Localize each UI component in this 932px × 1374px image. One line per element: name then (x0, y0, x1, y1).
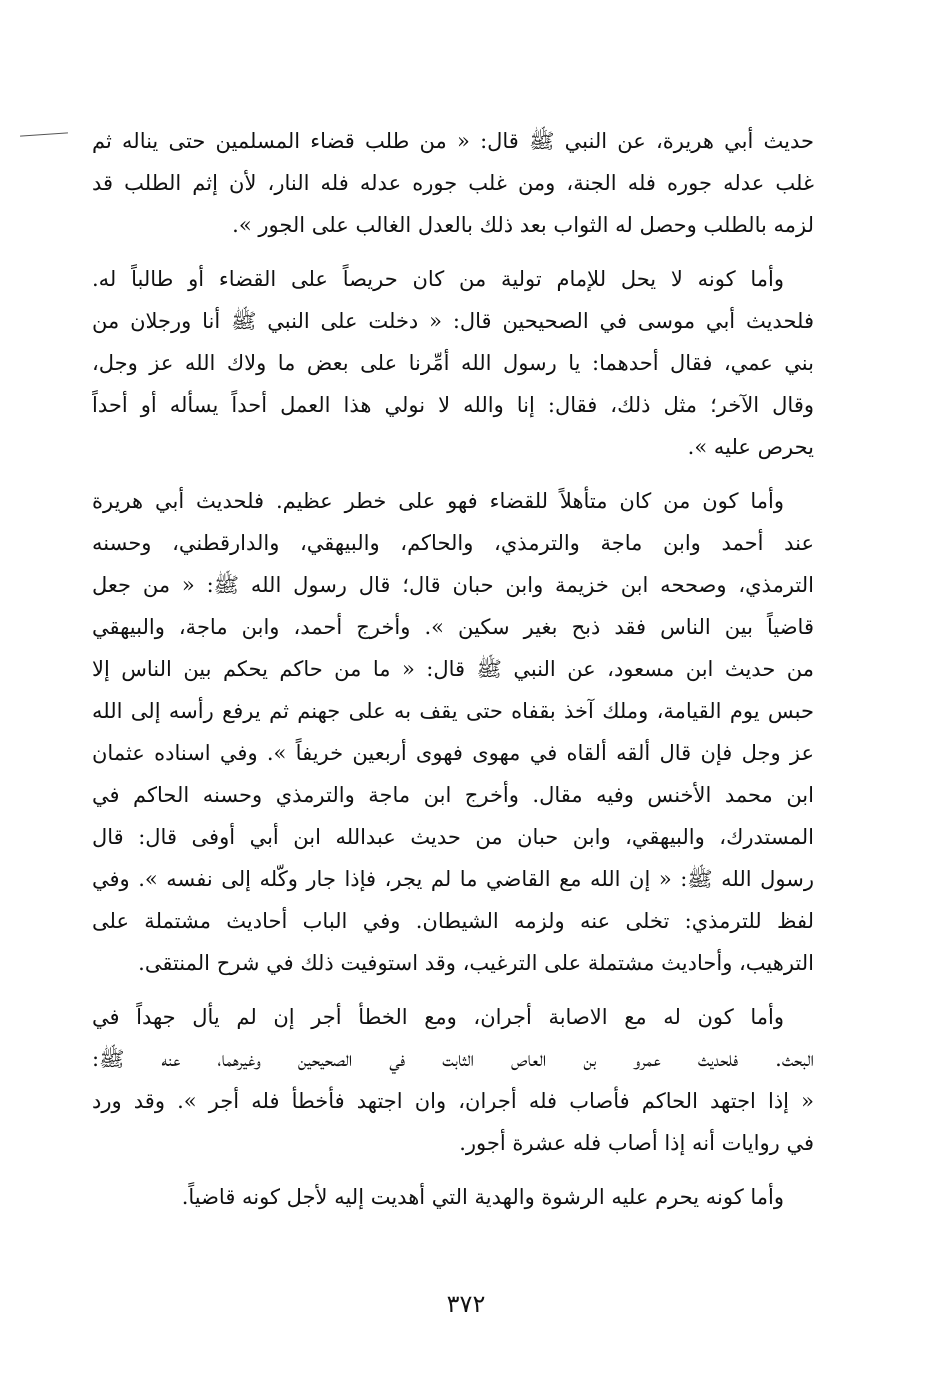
text-line: وقال الآخر؛ مثل ذلك، فقال: إنا والله لا نولي هذا العمل أحداً يسأله أو أحداً (92, 393, 814, 417)
text-line: وأما كون له مع الاصابة أجران، ومع الخطأ أجر إن لم يأل جهداً في (92, 1005, 784, 1029)
text-line: رسول الله ﷺ: « إن الله مع القاضي ما لم يجر، فإذا جار وكّله إلى نفسه ». وفي (92, 867, 814, 891)
text-line: لزمه بالطلب وحصل له الثواب بعد ذلك بالعدل الغالب على الجور ». (232, 213, 814, 237)
page-text (92, 120, 814, 1230)
paragraph-1 (92, 120, 814, 246)
text-line: ابن محمد الأخنس وفيه مقال. وأخرج ابن ماجة والترمذي وحسنه الحاكم في (92, 783, 814, 807)
margin-scan-mark (20, 132, 68, 136)
paragraph-2 (92, 258, 814, 468)
text-line: وأما كون من كان متأهلاً للقضاء فهو على خطر عظيم. فلحديث أبي هريرة (92, 489, 784, 513)
text-line: وأما كونه لا يحل للإمام تولية من كان حريصاً على القضاء أو طالباً له. (92, 267, 784, 291)
paragraph-4 (92, 996, 814, 1164)
text-line: فلحديث أبي موسى في الصحيحين قال: « دخلت على النبي ﷺ أنا ورجلان من (92, 309, 814, 333)
text-line: في روايات أنه إذا أصاب فله عشرة أجور. (459, 1131, 814, 1155)
text-line: يحرص عليه ». (687, 435, 814, 459)
text-line: قاضياً بين الناس فقد ذبح بغير سكين ». وأخرج أحمد، وابن ماجة، والبيهقي (92, 615, 814, 639)
text-line: وأما كونه يحرم عليه الرشوة والهدية التي أهديت إليه لأجل كونه قاضياً. (181, 1185, 784, 1209)
text-line: المستدرك، والبيهقي، وابن حبان من حديث عبدالله ابن أبي أوفى قال: قال (92, 825, 814, 849)
text-line: حديث أبي هريرة، عن النبي ﷺ قال: « من طلب قضاء المسلمين حتى يناله ثم (92, 129, 814, 153)
paragraph-3 (92, 480, 814, 984)
text-line: لفظ للترمذي: تخلى عنه ولزمه الشيطان. وفي الباب أحاديث مشتملة على (92, 909, 814, 933)
text-line: « إذا اجتهد الحاكم فأصاب فله أجران، وان اجتهد فأخطأ فله أجر ». وقد ورد (92, 1089, 814, 1113)
text-line: عز وجل فإن قال ألقه ألقاه في مهوى فهوى أربعين خريفاً ». وفي اسناده عثمان (92, 741, 814, 765)
paragraph-5 (92, 1176, 814, 1218)
page-number: ٣٧٢ (446, 1290, 486, 1318)
text-line: البحث. فلحديث عمرو بن العاص الثابت في الصحيحين وغيرهما، عنه ﷺ: (92, 1047, 814, 1071)
text-line: حبس يوم القيامة، وملك آخذ بقفاه حتى يقف به على جهنم ثم يرفع رأسه إلى الله (92, 699, 814, 723)
text-line: من حديث ابن مسعود، عن النبي ﷺ قال: « ما من حاكم يحكم بين الناس إلا (92, 657, 814, 681)
text-line: عند أحمد وابن ماجة والترمذي، والحاكم، والبيهقي، والدارقطني، وحسنه (92, 531, 814, 555)
text-line: غلب عدله جوره فله الجنة، ومن غلب جوره عدله فله النار، لأن إثم الطلب قد (92, 171, 814, 195)
text-line: بني عمي، فقال أحدهما: يا رسول الله أمِّرنا على بعض ما ولاك الله عز وجل، (92, 351, 814, 375)
text-line: الترمذي، وصححه ابن خزيمة وابن حبان قال؛ قال رسول الله ﷺ: « من جعل (92, 573, 814, 597)
text-line: الترهيب، وأحاديث مشتملة على الترغيب، وقد استوفيت ذلك في شرح المنتقى. (138, 951, 814, 975)
